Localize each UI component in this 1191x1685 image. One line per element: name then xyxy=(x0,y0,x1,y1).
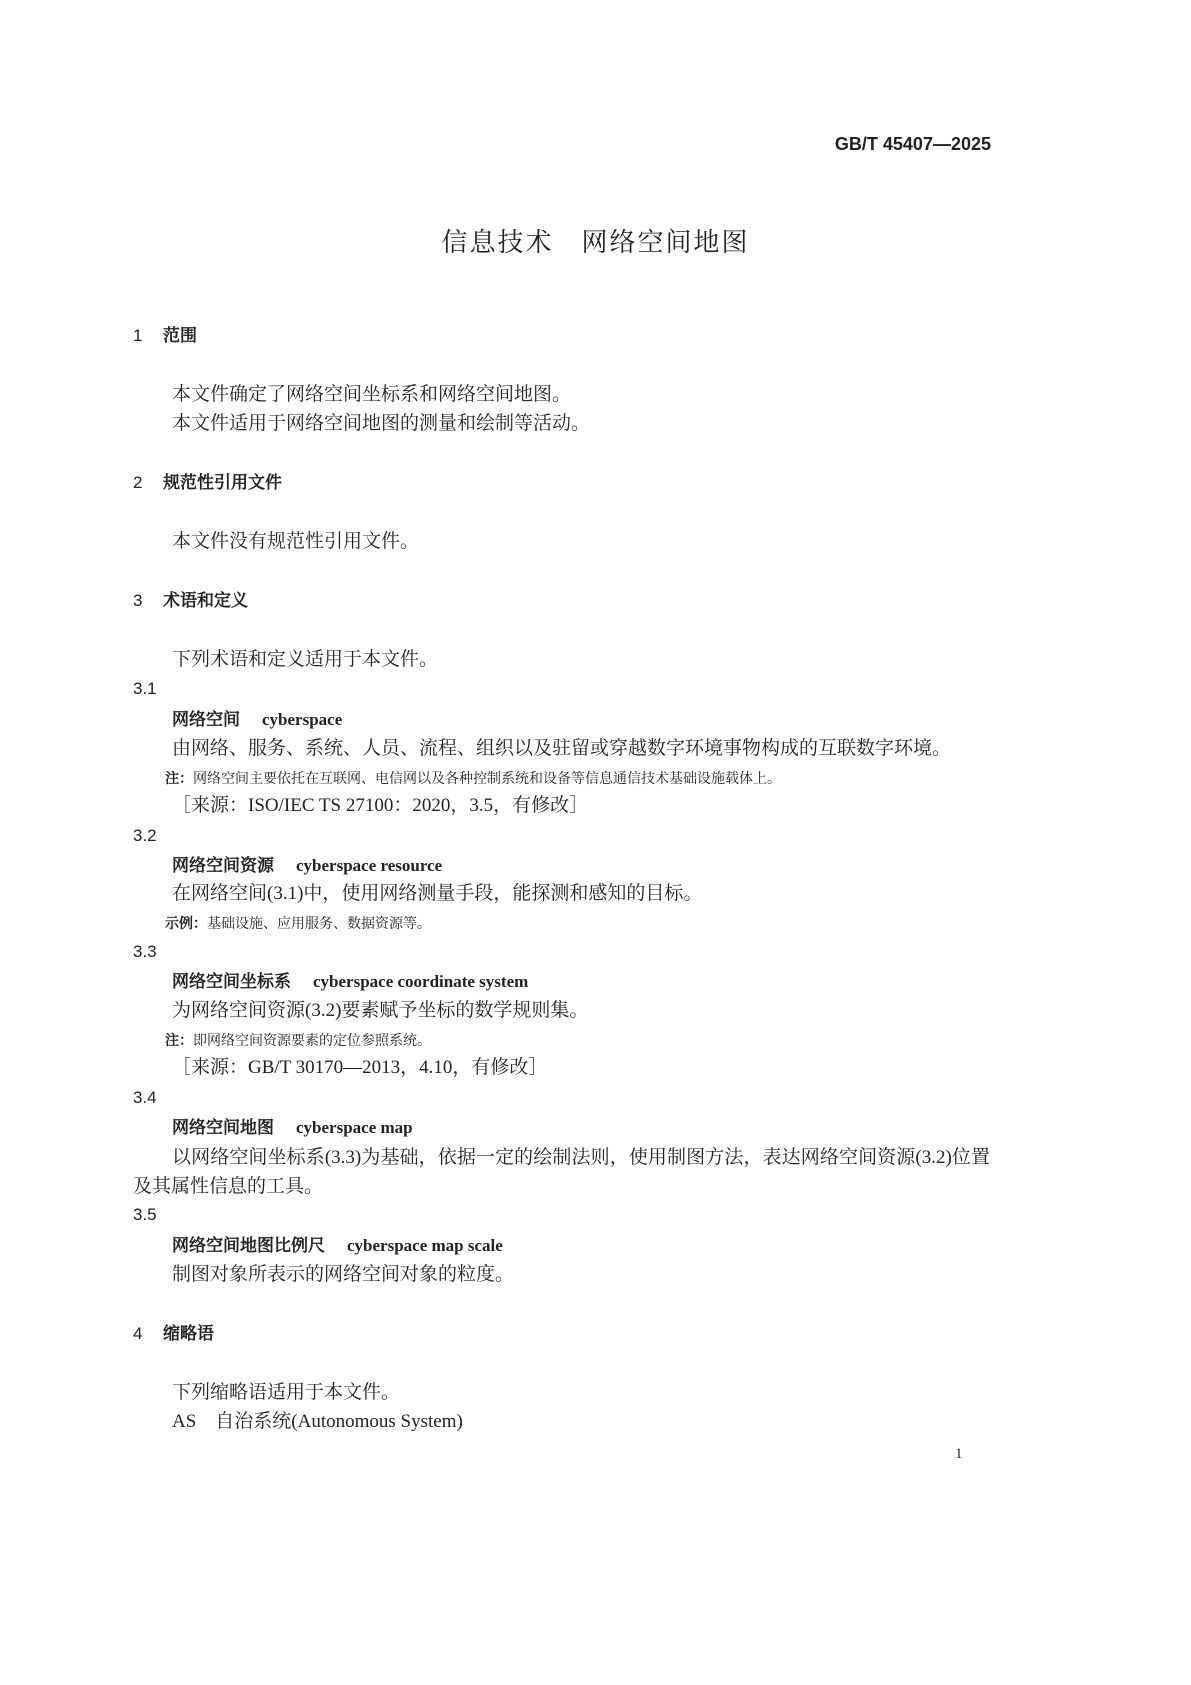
paragraph: 本文件确定了网络空间坐标系和网络空间地图。 xyxy=(172,384,572,405)
term-zh: 网络空间坐标系 xyxy=(172,972,291,991)
section-2-heading xyxy=(133,469,282,497)
term-heading xyxy=(172,852,442,880)
term-heading xyxy=(172,968,528,996)
term-zh: 网络空间地图比例尺 xyxy=(172,1236,325,1255)
term-en: cyberspace coordinate system xyxy=(313,972,529,991)
term-example xyxy=(165,909,431,939)
section-3-heading xyxy=(133,587,248,615)
document-id: GB/T 45407—2025 xyxy=(834,134,991,154)
term-en: cyberspace map scale xyxy=(347,1236,503,1255)
note-label: 注： xyxy=(165,770,193,786)
term-note xyxy=(165,1026,431,1056)
term-source: ［来源：GB/T 30170—2013，4.10，有修改］ xyxy=(172,1057,548,1078)
abbreviation-definition: 自治系统(Autonomous System) xyxy=(215,1411,463,1432)
paragraph: 下列缩略语适用于本文件。 xyxy=(172,1382,401,1403)
term-definition: 在网络空间(3.1)中，使用网络测量手段，能探测和感知的目标。 xyxy=(172,883,703,904)
term-number: 3.5 xyxy=(133,1205,157,1224)
section-title: 范围 xyxy=(163,326,197,345)
term-definition: 为网络空间资源(3.2)要素赋予坐标的数学规则集。 xyxy=(172,1000,589,1021)
section-4-heading xyxy=(133,1320,214,1348)
term-en: cyberspace map xyxy=(296,1118,413,1137)
term-definition: 由网络、服务、系统、人员、流程、组织以及驻留或穿越数字环境事物构成的互联数字环境。 xyxy=(172,738,952,759)
abbreviation-entry xyxy=(172,1408,463,1436)
note-label: 注： xyxy=(165,1032,193,1048)
section-title: 术语和定义 xyxy=(163,591,248,610)
term-heading xyxy=(172,1114,413,1142)
term-en: cyberspace xyxy=(262,710,343,729)
note-text: 网络空间主要依托在互联网、电信网以及各种控制系统和设备等信息通信技术基础设施载体上。 xyxy=(193,772,781,787)
document-title: 信息技术 网络空间地图 xyxy=(441,227,750,257)
term-number: 3.3 xyxy=(133,942,157,961)
section-number: 4 xyxy=(133,1324,143,1343)
section-title: 缩略语 xyxy=(163,1324,214,1343)
page-number: 1 xyxy=(955,1446,963,1462)
term-heading xyxy=(172,1232,503,1260)
paragraph: 下列术语和定义适用于本文件。 xyxy=(172,649,439,670)
term-zh: 网络空间 xyxy=(172,710,240,729)
example-label: 示例： xyxy=(165,915,207,931)
paragraph: 本文件没有规范性引用文件。 xyxy=(172,531,420,552)
term-definition: 以网络空间坐标系(3.3)为基础，依据一定的绘制法则，使用制图方法，表达网络空间资源(3.2)位置及其属性信息的工具。 xyxy=(133,1147,990,1197)
section-number: 1 xyxy=(133,326,143,345)
note-text: 即网络空间资源要素的定位参照系统。 xyxy=(193,1034,431,1049)
term-source: ［来源：ISO/IEC TS 27100：2020，3.5，有修改］ xyxy=(172,795,589,816)
section-number: 3 xyxy=(133,591,143,610)
term-number: 3.4 xyxy=(133,1088,157,1107)
term-zh: 网络空间地图 xyxy=(172,1118,274,1137)
section-1-heading xyxy=(133,322,197,350)
term-zh: 网络空间资源 xyxy=(172,856,274,875)
section-title: 规范性引用文件 xyxy=(163,473,282,492)
paragraph: 本文件适用于网络空间地图的测量和绘制等活动。 xyxy=(172,413,591,434)
term-number: 3.1 xyxy=(133,679,157,698)
term-number: 3.2 xyxy=(133,826,157,845)
term-heading xyxy=(172,706,342,734)
section-number: 2 xyxy=(133,473,143,492)
term-note xyxy=(165,764,781,794)
term-definition: 制图对象所表示的网络空间对象的粒度。 xyxy=(172,1264,515,1285)
abbreviation: AS xyxy=(172,1411,197,1432)
example-text: 基础设施、应用服务、数据资源等。 xyxy=(207,917,431,932)
term-en: cyberspace resource xyxy=(296,856,443,875)
